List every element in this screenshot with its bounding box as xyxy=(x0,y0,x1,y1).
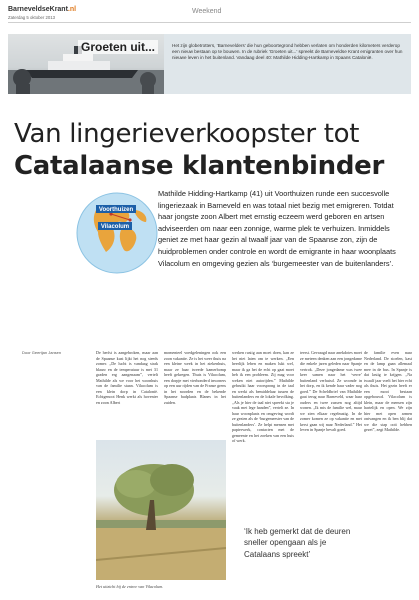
body-column-5: de familie even naar Nederland. De stoelen, kast en de lamp gaan allemaal mee in de bus. In Spanje is dat lastig te krijgen. „Na twaalf jaar voelt het hier echt als thuis. Het gezin heeft er een mooi bestaan opgebouwd. Vilacolum is klein, maar de mensen zijn hartelijk en open. We zijn hier met open armen ontvangen en ik ben blij dat we die stap ooit hebben gezet”, zegt Mathilde. xyxy=(364,350,412,432)
pull-quote: ‘Ik heb gemerkt dat de deuren sneller opengaan als je Catalaans spreekt’ xyxy=(244,527,351,559)
logo-suffix: .nl xyxy=(67,6,77,13)
header-divider xyxy=(8,22,411,23)
tree-landscape-icon xyxy=(96,440,226,580)
banner-intro-text: Het zijn globetrotters, ‘Barnevelders’ die hun geboortegrond hebben verlaten om honderden kilometers verderop een nieuw bestaan op te bouwen. In de rubriek ‘Groeten uit...’ spreekt de Barneveldse Krant emigranten over hun nieuwe leven in het buitenland. Vandaag deel 40: Mathilde Hidding-Hartkamp in Spaans Catalonië. xyxy=(172,43,403,60)
logo-main: BarneveldseKrant xyxy=(8,6,68,13)
article-lead: Mathilde Hidding-Hartkamp (41) uit Voorthuizen runde een succesvolle lingeriezaak in Barneveld en was totaal niet bezig met emigreren. Totdat haar jongste zoon Albert met ernstig eczeem werd geboren en artsen adviseerden om naar een zonnige, warme plek te verhuizen. Inmiddels geniet ze met haar gezin al twaalf jaar van de Spaanse zon, zijn de huidproblemen onder controle en wordt de emigrante in haar woonplaats Vilacolum en omgeving gezien als ‘burgemeester van de buitenlanders’. xyxy=(158,189,396,268)
banner-title: Groeten uit... xyxy=(78,40,158,54)
issue-date: Zaterdag 5 oktober 2013 xyxy=(8,15,56,20)
map-label-origin: Voorthuizen xyxy=(98,207,134,213)
photo-caption: Het uitzicht bij de entree van Vilacolum. xyxy=(96,584,164,589)
rubric-banner xyxy=(8,34,411,94)
article-byline: Door Geertjan Jansen xyxy=(22,350,62,355)
section-label: Weekend xyxy=(192,8,222,15)
banner-ship-photo xyxy=(8,34,164,94)
globe-map xyxy=(76,192,158,274)
landscape-photo xyxy=(96,440,226,580)
article-headline xyxy=(14,118,414,182)
body-column-2: momenteel voedgeleningen ook een zoon vakantie. Ze is het weer thuis na een kleine week in het ziekenhuis, maar ze haar tweede kamerbomp heeft gekregen. Thuis is Vilacolum, een dorpje met vierhonderd inwoners op een uur rijden van de Franse grens in het noorden en de bekende Spaanse badplaats Blanes in het zuiden. xyxy=(164,350,226,405)
map-label-destination: Vilacolum xyxy=(100,224,130,230)
body-column-4: teerst. Gevraagd naar anekdotes moet ze meteen denken aan een jongedame die enkele jaren geleden naar Spanje vertrok. „Deze jongedame was twee keer samen naar het ‘verre’ buitenland verhuisd. Ze woonde in het dorp, en ik kende haar vader nog goed.” De Scheldbrief van Mathilde gaat terug naar Barneveld, waar haar ouders en twee zussen nog altijd wonen. „Ik mis de familie wel, maar we zien elkaar regelmatig. In de zomer komen ze op vakantie en met kerst gaan wij naar Nederland.” Het leven in Spanje bevalt goed. xyxy=(300,350,362,432)
body-column-3: werken rustig aan moet doen, kan ze het niet laten om te werken. „Een heerlijk leben en maken lukt wel, maar ik ga het de echt op gaat moet heb ik een probleem. Zij mag voor weken niet autorijden.” Mathilde gebruikt haar voorsprong in de taal en werkt als bemiddelaar tussen de buitenlanders en de lokale bevolking. „Als je hier de taal niet spreekt sta je vaak met lege handen”, vertelt ze. In haar woonplaats en omgeving wordt ze gezien als de ‘burgemeester van de buitenlanders’. Ze helpt mensen met papierwerk, contacten met de gemeente en het zoeken van een huis of werk. xyxy=(232,350,294,443)
headline-line-1: Van lingerieverkoopster tot xyxy=(14,119,360,149)
body-column-1: De herfst is aangebroken, maar aan de Spaanse kust lijkt het nog steeds zomer. „De lucht is vandaag strak blauw en de temperatuur is met 31 graden erg aangenaam”, vertelt Mathilde als we voor het woonhuis van de familie staan. Vilacolum is een klein dorp in Catalonië. Echtgenoot Henk werkt als hovenier en zoon Albert xyxy=(96,350,158,405)
headline-line-2: Catalaanse klantenbinder xyxy=(14,151,385,181)
newspaper-logo xyxy=(8,6,76,13)
masthead xyxy=(8,6,411,32)
